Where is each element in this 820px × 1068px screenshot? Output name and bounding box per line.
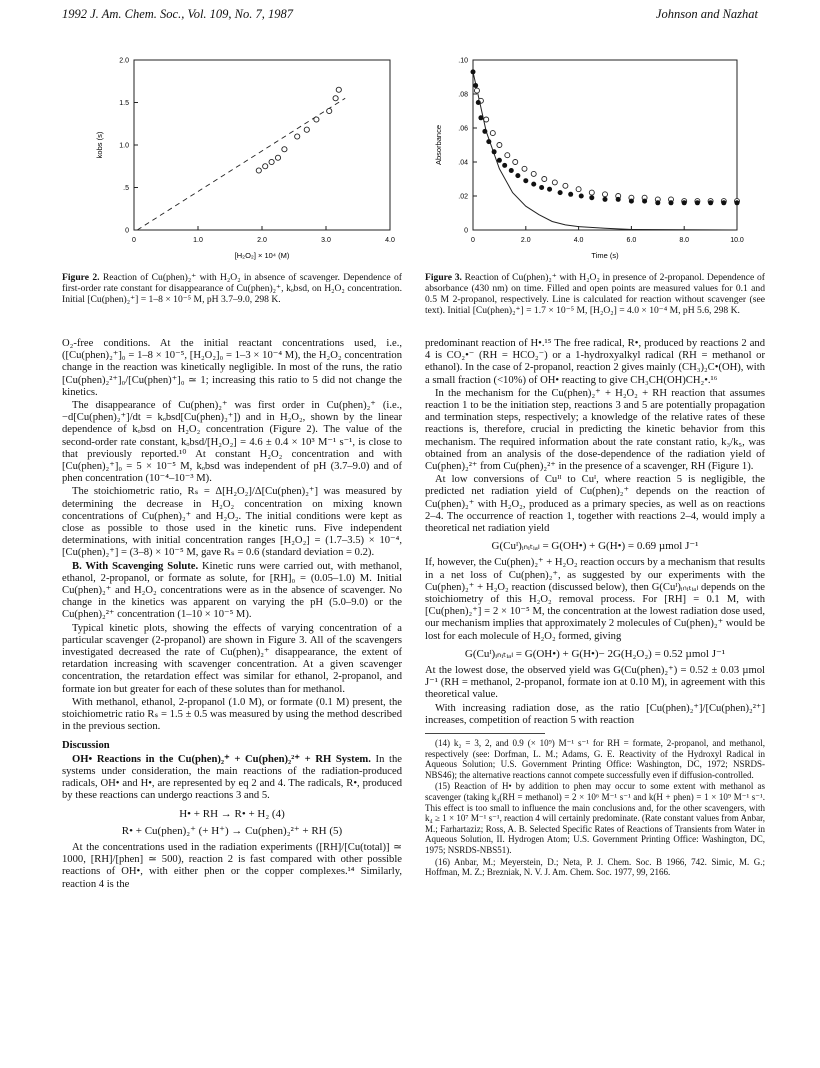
paragraph: In the mechanism for the Cu(phen)₂⁺ + H₂O₂ + RH reaction that assumes reaction 1 to be the initiation step, reactions 3 and 5 are potentially propagation and termination steps, respectively; a knowledge of the relative rates of these reactions is, therefore, crucial in predicting the kinetic behavior from this mechanism. The required information about the rate constant ratio, k₃/k₅, was obtained from an analysis of the dose-dependence of the radiation yield of Cu(phen)₂²⁺ from Cu(phen)₂²⁺ in the presence of a scavenger, RH (Figure 1). — [425, 387, 765, 473]
paragraph: At low conversions of Cuᴵᴵ to Cuᴵ, where reaction 5 is negligible, the predicted net radiation yield of Cu(phen)₂⁺ depends on the reaction of Cu(phen)₂⁺ with H₂O₂, produced as a primary species, as well as on reactions 2–4. The occurrence of reaction 1, together with reactions 2–4, would imply a theoretical net radiation yield — [425, 474, 765, 535]
y-tick-label: 1.0 — [119, 142, 129, 150]
y-tick-label: 0 — [464, 227, 468, 235]
running-header — [62, 7, 758, 25]
filled-data-point — [478, 115, 483, 120]
footnote-16: (16) Anbar, M.; Meyerstein, D.; Neta, P. J. Chem. Soc. B 1966, 742. Simic, M. G.; Hoffman, M. Z.; Brezniak, N. V. J. Am. Chem. Soc. 1977, 99, 2166. — [425, 856, 765, 878]
open-data-point — [513, 160, 518, 165]
x-tick-label: 2.0 — [257, 237, 267, 244]
paragraph: At the lowest dose, the observed yield was G(Cu(phen)₂⁺) = 0.52 ± 0.03 µmol J⁻¹ (RH = methanol, 2-propanol, formate ion at 0.10 M), in agreement with this theoretical value. — [425, 665, 765, 701]
plot-frame — [134, 60, 390, 230]
filled-data-point — [509, 168, 514, 173]
figure-3-caption — [425, 272, 765, 316]
paragraph: The stoichiometric ratio, Rₛ = Δ[H₂O₂]/Δ[Cu(phen)₂⁺] was measured by determining the decrease in H₂O₂ concentration on mixing known concentrations of Cu(phen)₂⁺ and H₂O₂. The initial conditions were kept as close as possible to those used in the kinetic runs. Five independent determinations, with initial concentration ranges [H₂O₂] = (1.7–3.5) × 10⁻⁴, [Cu(phen)₂⁺] = (3–8) × 10⁻⁵ M, gave Rₛ = 0.6 (standard deviation = 0.2). — [62, 486, 402, 559]
y-tick-label: 1.5 — [119, 100, 129, 107]
figure-3-chart — [425, 54, 765, 269]
open-data-point — [576, 187, 581, 192]
equation-4: H• + RH → R• + H₂ (4) — [179, 807, 285, 820]
y-tick-label: .5 — [123, 185, 129, 192]
paragraph: With methanol, ethanol, 2-propanol (1.0 M), or formate (0.1 M) present, the stoichiometric ratio Rₛ = 1.5 ± 0.5 was measured by using the method described in the previous section. — [62, 696, 402, 733]
paragraph — [62, 754, 402, 803]
journal-citation: 1992 J. Am. Chem. Soc., Vol. 109, No. 7, 1987 — [62, 7, 294, 21]
filled-data-point — [721, 200, 726, 205]
filled-data-point — [655, 200, 660, 205]
open-data-point — [603, 192, 608, 197]
x-tick-label: 0 — [132, 237, 136, 244]
paragraph: The disappearance of Cu(phen)₂⁺ was first order in Cu(phen)₂⁺ (i.e., −d[Cu(phen)₂⁺]/dt = kₒbsd[Cu(phen)₂⁺]) and in H₂O₂, shown by the linear dependence of kₒbsd on H₂O₂ concentration (Figure 2). The value of the second-order rate constant, kₒbsd/[H₂O₂] = 4.6 ± 0.4 × 10³ M⁻¹ s⁻¹, is close to that previously reported.¹⁰ At constant H₂O₂ concentration and with [Cu(phen)₂⁺]₀ = 5 × 10⁻⁵ M, kₒbsd was independent of pH (3.7–9.0) and of phen concentration (10⁻⁴–10⁻³ M). — [62, 400, 402, 485]
open-data-point — [505, 153, 510, 158]
section-heading: Discussion — [62, 739, 110, 751]
footnote-rule — [425, 733, 545, 734]
subsection-heading: OH• Reactions in the Cu(phen)₂⁺ + Cu(phen)₂²⁺ + RH System. — [72, 753, 371, 765]
x-tick-label: 0 — [471, 237, 475, 244]
open-data-point — [484, 117, 489, 122]
x-tick-label: 2.0 — [520, 237, 531, 244]
equation-5: R• + Cu(phen)₂⁺ (+ H⁺) → Cu(phen)₂²⁺ + RH (5) — [121, 824, 343, 837]
filled-data-point — [603, 197, 608, 202]
y-tick-label: 0 — [125, 227, 129, 235]
x-tick-label: 8.0 — [679, 237, 690, 244]
y-axis-label: kobs (s) — [95, 131, 104, 159]
authors-header: Johnson and Nazhat — [655, 7, 758, 21]
data-point — [314, 117, 319, 122]
data-point — [327, 108, 332, 113]
paragraph-text: Kinetic runs were carried out, with methanol, ethanol, 2-propanol, or formate as solute, for [RH]₀ = (0.05–1.0) M. Initial Cu(phen)₂⁺ and H₂O₂ concentrations were as in the absence of scavenger. No change in the kinetics was apparent on varying the pH (5.0–9.0) or the Cu(phen)₂²⁺ concentration (1–10 × 10⁻⁵ M). — [62, 560, 402, 621]
paragraph: O₂-free conditions. At the initial reactant concentrations used, i.e., ([Cu(phen)₂⁺]₀ = 1–8 × 10⁻⁵, [H₂O₂]₀ = 1–3 × 10⁻⁴ M), the H₂O₂ concentration change in the reaction was kinetically negligible. In most of the runs, the ratio [Cu(phen)₂²⁺]₀/[Cu(phen)⁺]₀ ≃ 1; increasing this ratio to 5 did not change the kinetics. — [62, 338, 402, 398]
data-point — [269, 159, 274, 164]
filled-data-point — [558, 190, 563, 195]
x-axis-label: Time (s) — [591, 251, 619, 260]
open-data-point — [589, 190, 594, 195]
data-point — [263, 164, 268, 169]
subsection-heading: B. With Scavenging Solute. — [72, 560, 199, 572]
figure-2-caption — [62, 272, 402, 305]
right-column — [425, 338, 765, 879]
filled-data-point — [497, 158, 502, 163]
filled-data-point — [669, 200, 674, 205]
open-data-point — [522, 166, 527, 171]
y-axis-label: Absorbance — [434, 124, 443, 166]
filled-data-point — [579, 194, 584, 199]
paragraph: At the concentrations used in the radiation experiments ([RH]/[Cu(total)] ≃ 1000, [RH]/[phen] ≃ 500), reaction 2 is fast compared with other possible reactions of OH•, with either phen or the copper complexes.¹⁴ Similarly, reaction 4 is the — [62, 841, 402, 890]
open-data-point — [563, 183, 568, 188]
filled-data-point — [473, 83, 478, 88]
y-tick-label: .04 — [458, 159, 468, 167]
filled-data-point — [642, 199, 647, 204]
filled-data-point — [695, 200, 700, 205]
data-point — [282, 147, 287, 152]
figure-3-caption-text: Reaction of Cu(phen)₂⁺ with H₂O₂ in presence of 2-propanol. Dependence of absorbance (430 nm) on time. Filled and open points are measured values for 0.1 and 0.5 M 2-propanol, respectively. Line is calculated for reaction without scavenger (see text). Initial [Cu(phen)₂⁺] = 1.7 × 10⁻⁵ M, [H₂O₂] = 4.0 × 10⁻⁴ M, pH 5.6, 298 K. — [425, 272, 765, 316]
y-tick-label: .10 — [458, 57, 468, 65]
filled-data-point — [476, 100, 481, 105]
y-tick-label: .08 — [458, 91, 468, 99]
footnote-14: (14) k₂ = 3, 2, and 0.9 (× 10⁹) M⁻¹ s⁻¹ for RH = formate, 2-propanol, and methanol, respectively (see: Dorfman, L. M.; Adams, G. E. Reactivity of the Hydroxyl Radical in Aqueous Solution; U.S. Government Printing Office: Washington, DC, 1972; NSRDS-NBS46); the alternative reactions cannot compete successfully even if diffusion-controlled. — [425, 738, 765, 780]
open-data-point — [542, 177, 547, 182]
paragraph: With increasing radiation dose, as the ratio [Cu(phen)₂⁺]/[Cu(phen)₂²⁺] increases, competition of reaction 5 with reaction — [425, 702, 765, 726]
data-point — [256, 168, 261, 173]
footnote-15: (15) Reaction of H• by addition to phen may occur to some extent with methanol as scavenger (taking k₄(RH = methanol) = 2 × 10⁶ M⁻¹ s⁻¹ and k(H + phen) = 1 × 10⁹ M⁻¹ s⁻¹. This effect is too small to influence the main conclusions and, for the other scavengers, with k₄ ≥ 1 × 10⁷ M⁻¹ s⁻¹, reaction 4 will certainly predominate. (Rate constant values from Anbar, M.; Farhartaziz; Ross, A. B. Selected Specific Rates of Reactions of Transients from Water in Aqueous Solution, II. Hydrogen Atom; U.S. Government Printing Office: Washington, DC, 1975; NSRDS-NBS51). — [425, 781, 765, 856]
figure-2-label: Figure 2. — [62, 272, 100, 283]
figure-2-chart — [62, 54, 402, 269]
filled-data-point — [482, 129, 487, 134]
open-data-point — [552, 180, 557, 185]
filled-data-point — [735, 200, 740, 205]
filled-data-point — [486, 139, 491, 144]
open-data-point — [474, 88, 479, 93]
figure-3-label: Figure 3. — [425, 272, 462, 283]
equation-yield-b: G(Cuᴵ)ᵢₙᵢₜᵢₐₗ = G(OH•) + G(H•)− 2G(H₂O₂) = 0.52 µmol J⁻¹ — [464, 647, 726, 660]
paragraph-text: In the systems under consideration, the main reactions of the radiation-produced radicals, OH• and H•, are represented by eq 2 and 4. The radicals, R•, produced by these reactions can undergo reactions 3 and 5. — [62, 753, 402, 802]
x-axis-label: [H₂O₂] × 10⁴ (M) — [234, 251, 290, 260]
filled-data-point — [523, 178, 528, 183]
filled-data-point — [629, 199, 634, 204]
paragraph: Typical kinetic plots, showing the effects of varying concentration of a particular scavenger (2-propanol) are shown in Figure 3. All of the scavengers investigated decreased the rate of Cu(phen)₂⁺ disappearance, the extent of retardation increasing with scavenger concentration. At a given scavenger concentration, the retardation effect was similar for ethanol, 2-propanol, and formate ion but greater for each of these solutes than for methanol. — [62, 622, 402, 695]
y-tick-label: .06 — [458, 125, 468, 133]
x-tick-label: 3.0 — [321, 237, 331, 244]
open-data-point — [490, 131, 495, 136]
x-tick-label: 4.0 — [385, 237, 395, 244]
calculated-curve — [473, 72, 737, 230]
paragraph: predominant reaction of H•.¹⁵ The free radical, R•, produced by reactions 2 and 4 is CO₂•⁻ (RH = HCO₂⁻) or a 1-hydroxyalkyl radical (RH = methanol or ethanol). In the case of 2-propanol, reaction 2 gives mainly (CH₃)₂C•(OH), with a small fraction (<10%) of OH• reacting to give CH₃CH(OH)CH₂•.¹⁶ — [425, 338, 765, 386]
filled-data-point — [682, 200, 687, 205]
data-point — [333, 96, 338, 101]
data-point — [295, 134, 300, 139]
filled-data-point — [568, 192, 573, 197]
x-tick-label: 10.0 — [730, 237, 744, 244]
filled-data-point — [589, 195, 594, 200]
footnotes — [425, 738, 765, 878]
filled-data-point — [708, 200, 713, 205]
x-tick-label: 1.0 — [193, 237, 203, 244]
filled-data-point — [515, 173, 520, 178]
filled-data-point — [539, 185, 544, 190]
filled-data-point — [471, 69, 476, 74]
filled-data-point — [531, 182, 536, 187]
equation-yield-a: G(Cuᴵ)ᵢₙᵢₜᵢₐₗ = G(OH•) + G(H•) = 0.69 µmol J⁻¹ — [491, 540, 699, 553]
filled-data-point — [492, 149, 497, 154]
data-point — [336, 87, 341, 92]
data-point — [275, 155, 280, 160]
open-data-point — [497, 143, 502, 148]
filled-data-point — [616, 197, 621, 202]
data-point — [304, 127, 309, 132]
y-tick-label: .02 — [458, 193, 468, 201]
left-column — [62, 338, 402, 892]
filled-data-point — [502, 163, 507, 168]
x-tick-label: 4.0 — [573, 237, 584, 244]
filled-data-point — [547, 187, 552, 192]
y-tick-label: 2.0 — [119, 57, 129, 65]
open-data-point — [531, 171, 536, 176]
paragraph: If, however, the Cu(phen)₂⁺ + H₂O₂ reaction occurs by a mechanism that results in a net loss of Cu(phen)₂⁺, as suggested by our experiments with the Cu(phen)₂⁺ + H₂O₂ reaction (discussed below), then G(Cuᴵ)ᵢₙᵢₜᵢₐₗ depends on the stoichiometry of this H₂O₂ removal process. For [RH] = 0.1 M, with [Cu(phen)₂⁺] = 2 × 10⁻⁵ M, the concentration at the lowest radiation dose used, our mechanism implies that approximately 2 molecules of Cu(phen)₂⁺ would be lost for each molecule of H₂O₂ formed, giving — [425, 557, 765, 642]
figure-2-caption-text: Reaction of Cu(phen)₂⁺ with H₂O₂ in absence of scavenger. Dependence of first-order rate constant for disappearance of Cu(phen)₂⁺, kₒbsd, on H₂O₂ concentration. Initial [Cu(phen)₂⁺] = 1–8 × 10⁻⁵ M, pH 3.7–9.0, 298 K. — [62, 272, 402, 305]
paragraph — [62, 561, 402, 622]
x-tick-label: 6.0 — [626, 237, 637, 244]
